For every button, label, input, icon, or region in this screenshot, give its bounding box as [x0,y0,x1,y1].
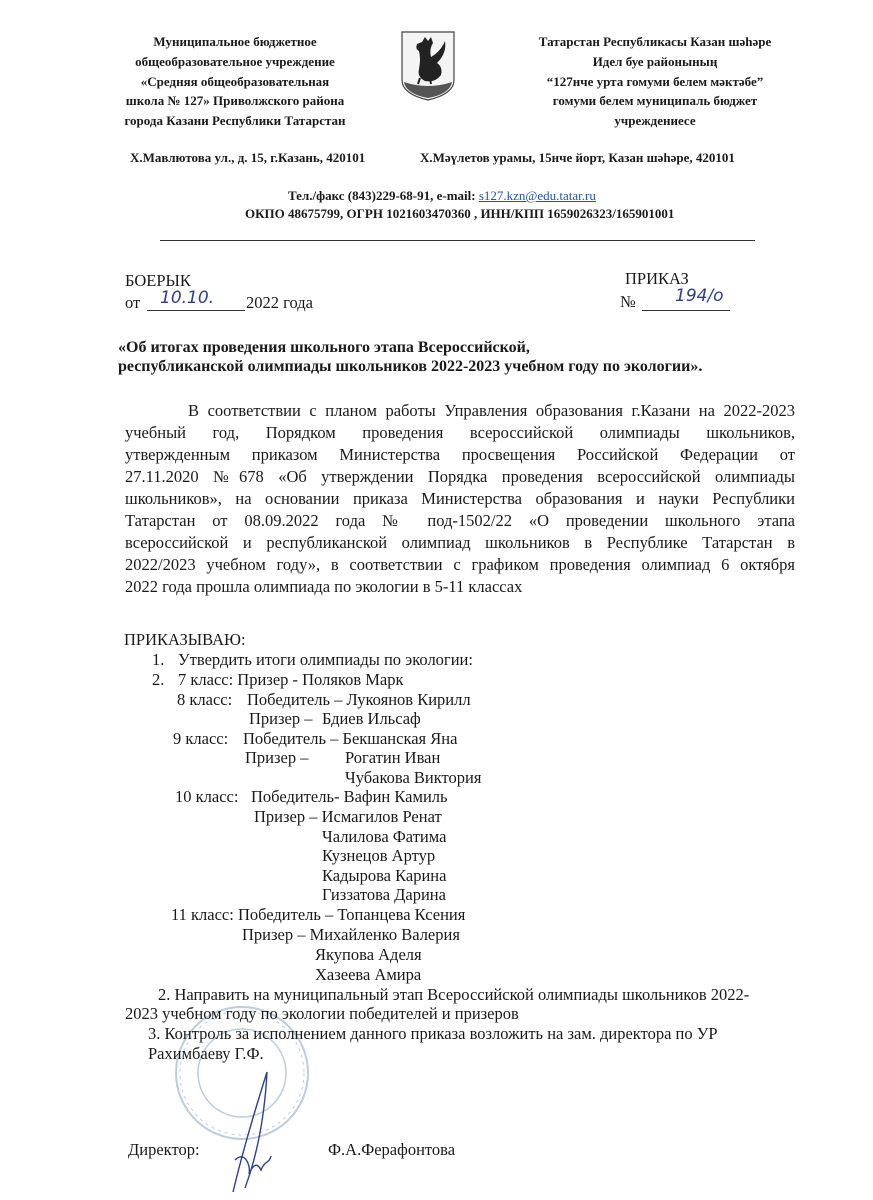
list-item: Победитель- Вафин Камиль [251,787,448,806]
header-divider [160,240,755,241]
email-link[interactable]: s127.kzn@edu.tatar.ru [478,188,596,203]
list-item: Кадырова Карина [322,866,447,885]
item-3-line: 3. Контроль за исполнением данного приказа возложить на зам. директора по УР [148,1024,718,1043]
kazan-coat-of-arms-icon [400,30,456,107]
order-subject-line: «Об итогах проведения школьного этапа Всероссийской, [118,339,530,356]
list-item: Якупова Аделя [315,945,422,964]
order-subject-line: республиканской олимпиады школьников 2022-2023 учебном году по экологии». [118,358,703,375]
header-line: «Средняя общеобразовательная [140,73,330,89]
header-line: “127нче урта гомуми белем мәктәбе” [546,73,764,89]
school-name-ru [95,32,375,131]
list-item: Чубакова Виктория [345,768,482,787]
order-number-prefix: № [620,292,636,311]
grade-9: 9 класс: [173,729,229,748]
date-underline [147,310,245,311]
preamble-line: школьников», на основании приказа Министерства образования и науки Республики [125,489,795,508]
preamble-line: 2022 года прошла олимпиада по экологии в 5-11 классах [125,577,523,596]
item-2-line: 2023 учебном году по экологии победителей и призеров [125,1004,519,1023]
registration-codes: ОКПО 48675799, ОГРН 1021603470360 , ИНН/КПП 1659026323/165901001 [245,206,675,221]
handwritten-signature-icon [225,1070,285,1200]
list-item: Рогатин Иван [345,748,441,767]
list-item: Победитель – Лукоянов Кирилл [247,690,471,709]
order-number-handwritten: 194/о [675,286,724,306]
item-number: 1. [152,650,165,669]
order-date-prefix: от [125,293,141,312]
grade-11: 11 класс: Победитель – Топанцева Ксения [171,905,466,924]
preamble-line: утвержденным приказом Министерства просвещения Российской Федерации от [125,445,795,464]
signature-role: Директор: [128,1140,200,1159]
list-item: Победитель – Бекшанская Яна [243,729,458,748]
order-date-suffix: 2022 года [246,293,313,312]
grade-8: 8 класс: [177,690,233,709]
header-line: города Казани Республики Татарстан [124,113,346,129]
header-line: гомуми белем муниципаль бюджет [552,93,758,109]
list-item: Призер – Исмагилов Ренат [254,807,442,826]
number-underline [642,310,730,311]
school-name-tt [515,32,795,131]
preamble-line: всероссийской и республиканской олимпиад школьников в Республике Татарстан в [125,533,795,552]
list-item: Призер – [245,748,309,767]
header-line: Татарстан Республикасы Казан шәһәре [538,34,772,49]
grade-7: 7 класс: Призер - Поляков Марк [178,670,404,689]
list-item: Кузнецов Артур [322,846,436,865]
list-item: Хазеева Амира [315,965,422,984]
address-ru: Х.Мавлютова ул., д. 15, г.Казань, 420101 [130,150,366,165]
item-2-line: 2. Направить на муниципальный этап Всероссийской олимпиады школьников 2022- [158,985,750,1004]
list-item: Призер – Михайленко Валерия [242,925,460,944]
order-date-handwritten: 10.10. [160,288,215,308]
preamble-line: учебный год, Порядком проведения всероссийской олимпиады школьников, [125,423,795,442]
order-title-tt: БОЕРЫК [125,271,191,290]
list-item: Чалилова Фатима [322,827,447,846]
orders-heading: ПРИКАЗЫВАЮ: [124,630,246,649]
director-name: Ф.А.Ферафонтова [328,1140,456,1159]
preamble-line: Татарстан от 08.09.2022 года № под-1502/22 «О проведении школьного этапа [125,511,795,530]
header-line: учреждениесе [614,113,696,129]
item-1: Утвердить итоги олимпиады по экологии: [178,650,473,669]
preamble-line: В соответствии с планом работы Управления образования г.Казани на 2022-2023 [188,401,795,420]
preamble-line: 2022/2023 учебном году», в соответствии с графиком проведения олимпиад 6 октября [125,555,795,574]
address-tt: Х.Мәүлетов урамы, 15нче йорт, Казан шәһәре, 420101 [420,150,735,165]
item-3-line: Рахимбаеву Г.Ф. [148,1044,264,1063]
list-item: Бдиев Ильсаф [322,709,421,728]
header-line: Идел буе районының [592,53,718,69]
item-number: 2. [152,670,165,689]
header-line: общеобразовательное учреждение [135,53,335,69]
list-item: Гиззатова Дарина [322,885,446,904]
preamble-line: 27.11.2020 №678 «Об утверждении Порядка проведения всероссийской олимпиады [125,467,795,486]
header-line: школа № 127» Приволжского района [125,93,345,109]
phone-fax: Тел./факс (843)229-68-91, e-mail: [288,188,479,203]
contact-line [288,188,596,204]
grade-10: 10 класс: [175,787,239,806]
list-item: Призер – [249,709,313,728]
header-line: Муниципальное бюджетное [153,34,317,49]
order-title-ru: ПРИКАЗ [625,269,689,288]
